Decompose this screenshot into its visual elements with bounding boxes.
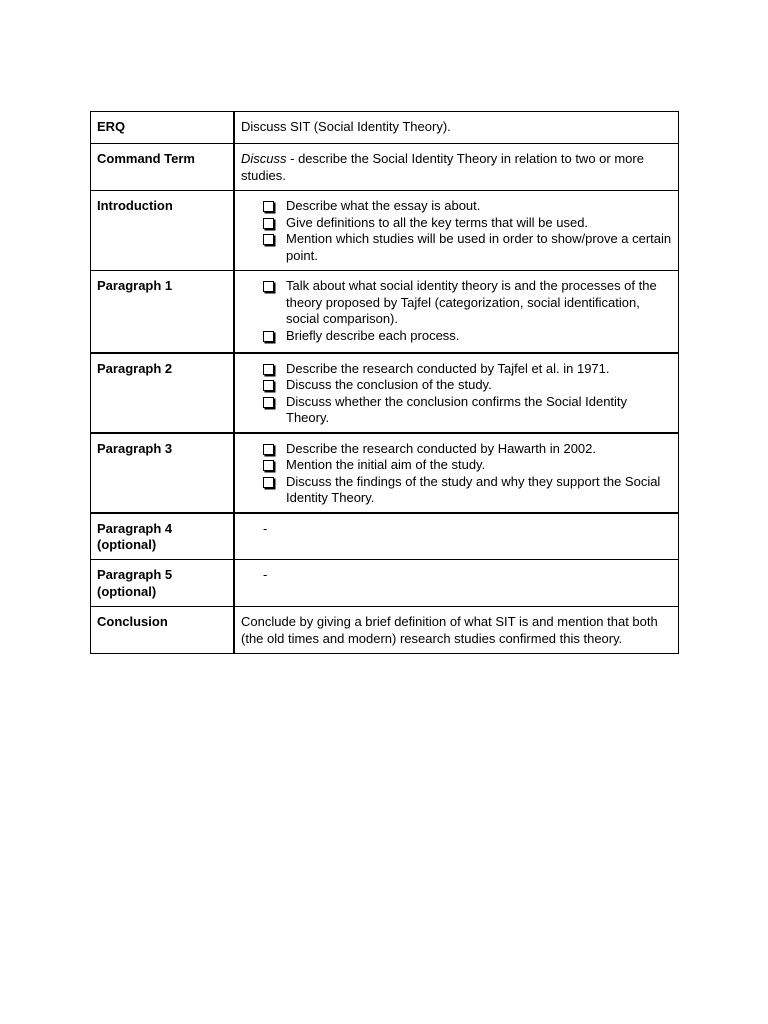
table-row-erq bbox=[91, 112, 679, 144]
checkbox-icon bbox=[263, 234, 274, 245]
conclusion-text: Conclude by giving a brief definition of what SIT is and mention that both (the old times and modern) research studies confirmed this theory. bbox=[234, 607, 679, 654]
paragraph-2-cell bbox=[234, 353, 679, 433]
checkbox-icon bbox=[263, 444, 274, 455]
list-item bbox=[263, 394, 672, 427]
checkbox-icon bbox=[263, 397, 274, 408]
list-item-text: Describe the research conducted by Hawarth in 2002. bbox=[286, 440, 597, 456]
command-term-word: Discuss bbox=[241, 151, 287, 166]
table-row-paragraph-3 bbox=[91, 433, 679, 513]
row-label-line: Paragraph 5 bbox=[97, 567, 173, 582]
table-row-conclusion bbox=[91, 607, 679, 654]
erq-text: Discuss SIT (Social Identity Theory). bbox=[234, 112, 679, 144]
row-label: ERQ bbox=[91, 112, 235, 144]
row-label: Paragraph 2 bbox=[91, 353, 235, 433]
checklist bbox=[241, 441, 672, 507]
table-row-command-term bbox=[91, 144, 679, 191]
checkbox-icon bbox=[263, 477, 274, 488]
list-item-text: Mention the initial aim of the study. bbox=[286, 457, 486, 472]
paragraph-3-cell bbox=[234, 433, 679, 513]
table-row-introduction bbox=[91, 191, 679, 271]
checkbox-icon bbox=[263, 281, 274, 292]
paragraph-1-cell bbox=[234, 271, 679, 353]
checkbox-icon bbox=[263, 201, 274, 212]
table-row-paragraph-4 bbox=[91, 513, 679, 560]
list-item bbox=[263, 441, 672, 458]
list-item bbox=[263, 198, 672, 215]
list-item bbox=[263, 457, 672, 474]
essay-plan-table bbox=[90, 111, 679, 654]
list-item-text: Briefly describe each process. bbox=[286, 327, 460, 343]
list-item bbox=[263, 215, 672, 232]
checkbox-icon bbox=[263, 331, 274, 342]
list-item bbox=[263, 474, 672, 507]
placeholder-dash: - bbox=[263, 567, 268, 582]
paragraph-5-cell bbox=[234, 560, 679, 607]
table-row-paragraph-2 bbox=[91, 353, 679, 433]
table-row-paragraph-5 bbox=[91, 560, 679, 607]
list-item bbox=[263, 328, 672, 345]
list-item bbox=[263, 231, 672, 264]
row-label-optional: (optional) bbox=[97, 583, 157, 599]
checkbox-icon bbox=[263, 364, 274, 375]
command-term-cell bbox=[234, 144, 679, 191]
row-label: Conclusion bbox=[91, 607, 235, 654]
row-label: Paragraph 1 bbox=[91, 271, 235, 353]
row-label bbox=[91, 560, 235, 607]
row-label bbox=[91, 513, 235, 560]
paragraph-4-cell bbox=[234, 513, 679, 560]
list-item-text: Give definitions to all the key terms that will be used. bbox=[286, 214, 589, 230]
introduction-cell bbox=[234, 191, 679, 271]
list-item bbox=[263, 377, 672, 394]
list-item-text: Describe the research conducted by Tajfel et al. in 1971. bbox=[286, 360, 610, 376]
list-item bbox=[263, 278, 672, 328]
list-item-text: Discuss whether the conclusion confirms the Social Identity Theory. bbox=[286, 393, 628, 425]
list-item-text: Discuss the conclusion of the study. bbox=[286, 377, 492, 392]
list-item-text: Discuss the findings of the study and why they support the Social Identity Theory. bbox=[286, 473, 661, 505]
command-term-description: - describe the Social Identity Theory in relation to two or more studies. bbox=[241, 151, 644, 183]
table-row-paragraph-1 bbox=[91, 271, 679, 353]
checkbox-icon bbox=[263, 380, 274, 391]
checkbox-icon bbox=[263, 218, 274, 229]
checkbox-icon bbox=[263, 460, 274, 471]
list-item bbox=[263, 361, 672, 378]
row-label-line: Paragraph 4 bbox=[97, 520, 173, 536]
list-item-text: Describe what the essay is about. bbox=[286, 198, 481, 213]
list-item-text: Talk about what social identity theory is and the processes of the theory proposed by Tajfel (categorization, social identification, social comparison). bbox=[286, 278, 657, 326]
row-label-optional: (optional) bbox=[97, 537, 157, 552]
placeholder-dash: - bbox=[263, 520, 268, 536]
row-label: Paragraph 3 bbox=[91, 433, 235, 513]
row-label: Introduction bbox=[91, 191, 235, 271]
checklist bbox=[241, 361, 672, 427]
checklist bbox=[241, 278, 672, 344]
checklist bbox=[241, 198, 672, 264]
row-label: Command Term bbox=[91, 144, 235, 191]
list-item-text: Mention which studies will be used in order to show/prove a certain point. bbox=[286, 231, 672, 263]
